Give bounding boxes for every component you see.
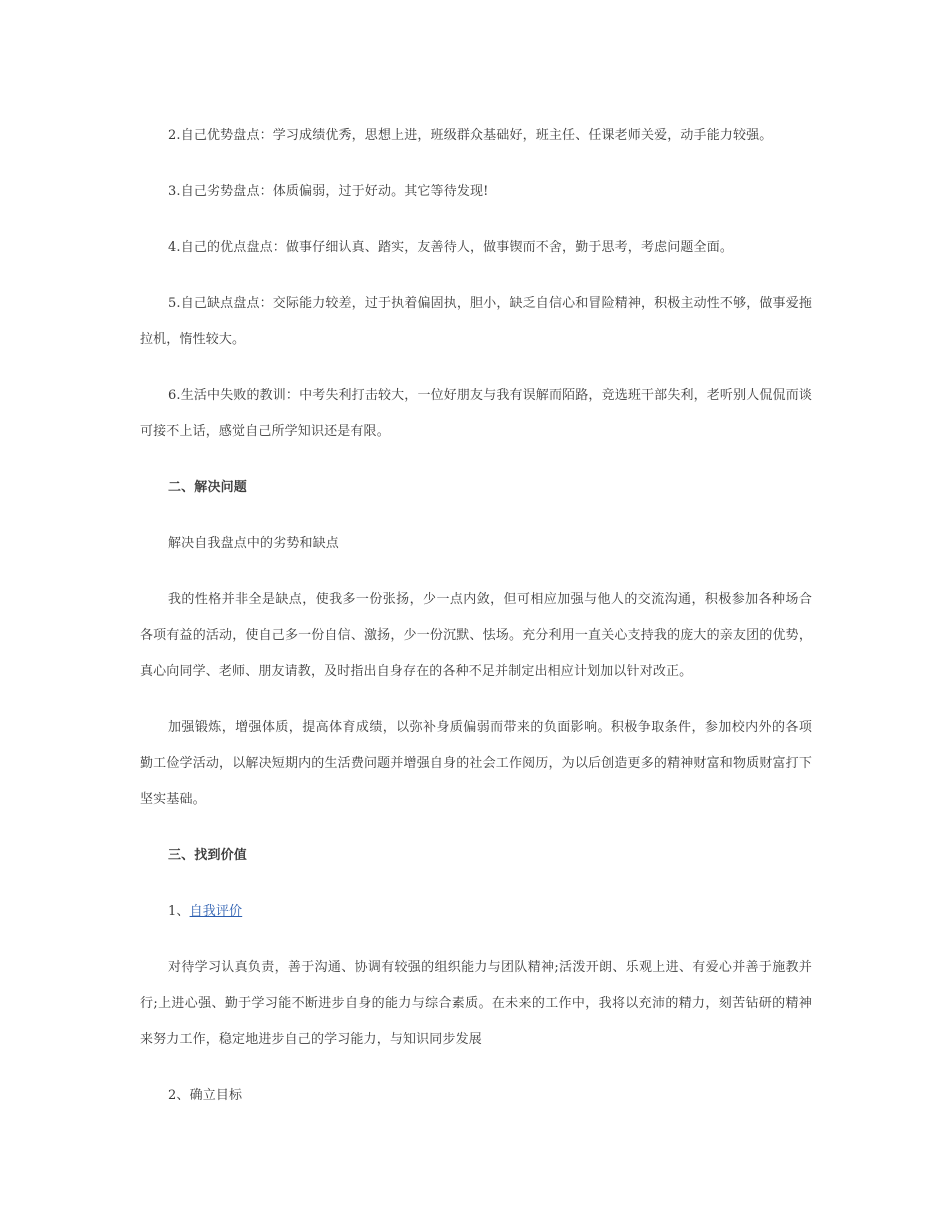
paragraph-strengths: 2.自己优势盘点：学习成绩优秀，思想上进，班级群众基础好，班主任、任课老师关爱，动手能力较强。 [168, 128, 773, 143]
paragraph-merits: 4.自己的优点盘点：做事仔细认真、踏实，友善待人，做事锲而不舍，勤于思考，考虑问题全面。 [168, 240, 734, 255]
paragraph-set-goals: 2、确立目标 [168, 1088, 243, 1103]
document-body [140, 118, 812, 1134]
self-evaluation-link[interactable]: 自我评价 [189, 904, 243, 919]
paragraph-self-evaluation: 对待学习认真负责，善于沟通、协调有较强的组织能力与团队精神;活泼开朗、乐观上进、有爱心并善于施教并行;上进心强、勤于学习能不断进步自身的能力与综合素质。在未来的工作中，我将以充沛的精力，刻苦钻研的精神来努力工作，稳定地进步自己的学习能力，与知识同步发展 [140, 960, 812, 1047]
paragraph-personality: 我的性格并非全是缺点，使我多一份张扬，少一点内敛，但可相应加强与他人的交流沟通，积极参加各种场合各项有益的活动，使自己多一份自信、激扬，少一份沉默、怯场。充分利用一直关心支持我的庞大的亲友团的优势，真心向同学、老师、朋友请教，及时指出自身存在的各种不足并制定出相应计划加以针对改正。 [140, 592, 812, 679]
paragraph-weaknesses: 3.自己劣势盘点：体质偏弱，过于好动。其它等待发现! [168, 184, 489, 199]
section-heading-solve-problems: 二、解决问题 [168, 480, 247, 495]
paragraph-shortcomings: 5.自己缺点盘点：交际能力较差，过于执着偏固执，胆小，缺乏自信心和冒险精神，积极主动性不够，做事爱拖拉机，惰性较大。 [140, 296, 812, 347]
paragraph-failure-lessons: 6.生活中失败的教训：中考失利打击较大，一位好朋友与我有误解而陌路，竞选班干部失利，老听别人侃侃而谈可接不上话，感觉自己所学知识还是有限。 [140, 388, 812, 439]
paragraph-solve-intro: 解决自我盘点中的劣势和缺点 [168, 536, 339, 551]
paragraph-self-evaluation-item [140, 894, 812, 930]
section-heading-find-value: 三、找到价值 [168, 848, 247, 863]
paragraph-exercise: 加强锻炼，增强体质，提高体育成绩，以弥补身质偏弱而带来的负面影响。积极争取条件，参加校内外的各项勤工俭学活动，以解决短期内的生活费问题并增强自身的社会工作阅历，为以后创造更多的精神财富和物质财富打下坚实基础。 [140, 720, 812, 807]
item-number: 1、 [168, 904, 190, 919]
